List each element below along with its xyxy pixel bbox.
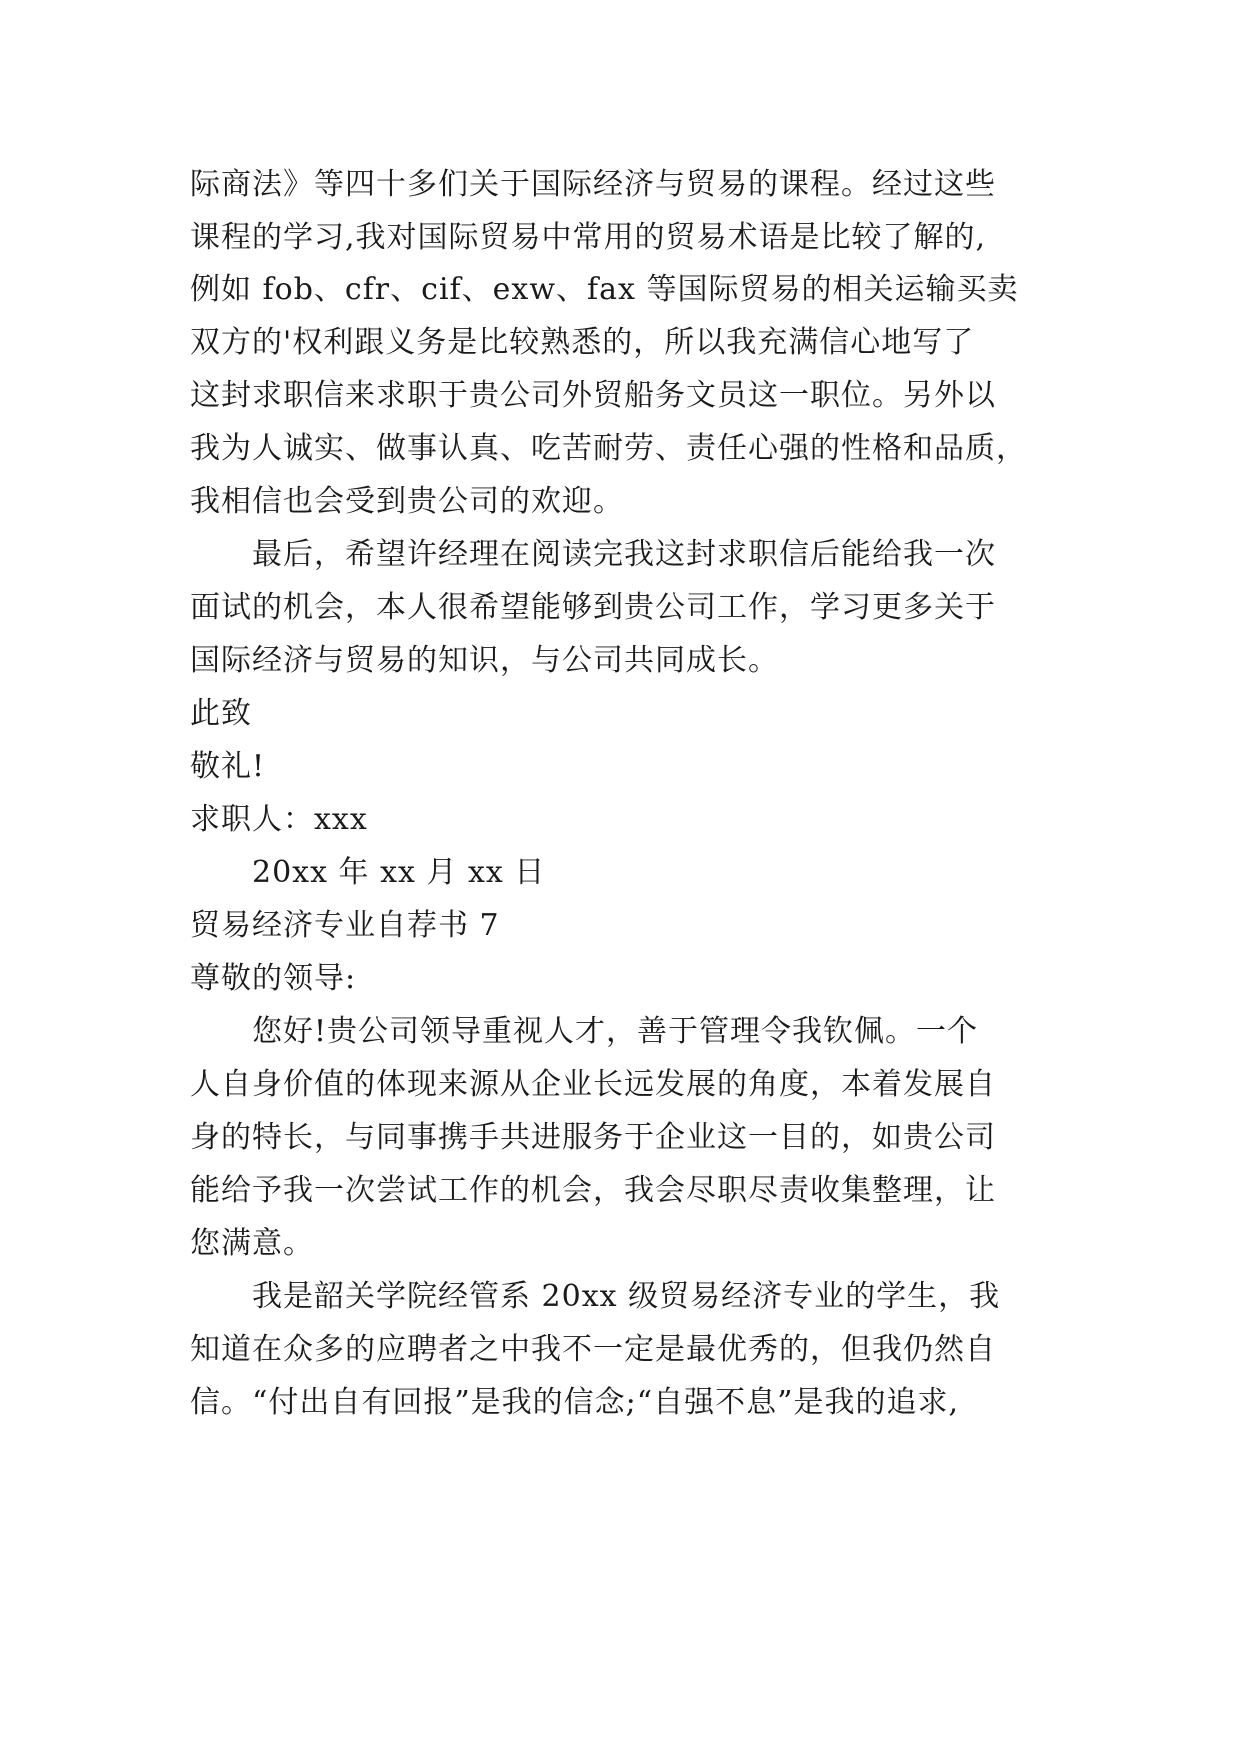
text-line: 我为人诚实、做事认真、吃苦耐劳、责任心强的性格和品质， <box>190 431 1027 466</box>
text-line: 能给予我一次尝试工作的机会，我会尽职尽责收集整理，让 <box>190 1173 996 1208</box>
applicant-signature: 求职人：xxx <box>190 802 368 837</box>
greeting: 尊敬的领导: <box>190 961 357 996</box>
letter-date: 20xx 年 xx 月 xx 日 <box>252 855 546 890</box>
section-title: 贸易经济专业自荐书 7 <box>190 908 500 943</box>
text-line: 这封求职信来求职于贵公司外贸船务文员这一职位。另外以 <box>190 378 996 413</box>
closing-respect: 敬礼! <box>190 749 266 784</box>
text-line: 信。“付出自有回报”是我的信念;“自强不息”是我的追求, <box>190 1385 959 1420</box>
text-line: 双方的'权利跟义务是比较熟悉的，所以我充满信心地写了 <box>190 325 975 360</box>
text-line: 课程的学习,我对国际贸易中常用的贸易术语是比较了解的, <box>190 220 987 255</box>
text-line: 国际经济与贸易的知识，与公司共同成长。 <box>190 643 779 678</box>
text-line: 最后，希望许经理在阅读完我这封求职信后能给我一次 <box>252 537 996 572</box>
text-line: 人自身价值的体现来源从企业长远发展的角度，本着发展自 <box>190 1067 996 1102</box>
text-line: 例如 fob、cfr、cif、exw、fax 等国际贸易的相关运输买卖 <box>190 272 1019 307</box>
text-line: 身的特长，与同事携手共进服务于企业这一目的，如贵公司 <box>190 1120 996 1155</box>
text-line: 我相信也会受到贵公司的欢迎。 <box>190 484 624 519</box>
text-line: 您满意。 <box>190 1226 314 1261</box>
text-line: 知道在众多的应聘者之中我不一定是最优秀的，但我仍然自 <box>190 1332 996 1367</box>
text-line: 际商法》等四十多们关于国际经济与贸易的课程。经过这些 <box>190 167 996 202</box>
closing-salutation: 此致 <box>190 696 252 731</box>
text-line: 面试的机会，本人很希望能够到贵公司工作，学习更多关于 <box>190 590 996 625</box>
text-line: 我是韶关学院经管系 20xx 级贸易经济专业的学生，我 <box>252 1279 1001 1314</box>
text-line: 您好!贵公司领导重视人才，善于管理令我钦佩。一个 <box>252 1014 979 1049</box>
